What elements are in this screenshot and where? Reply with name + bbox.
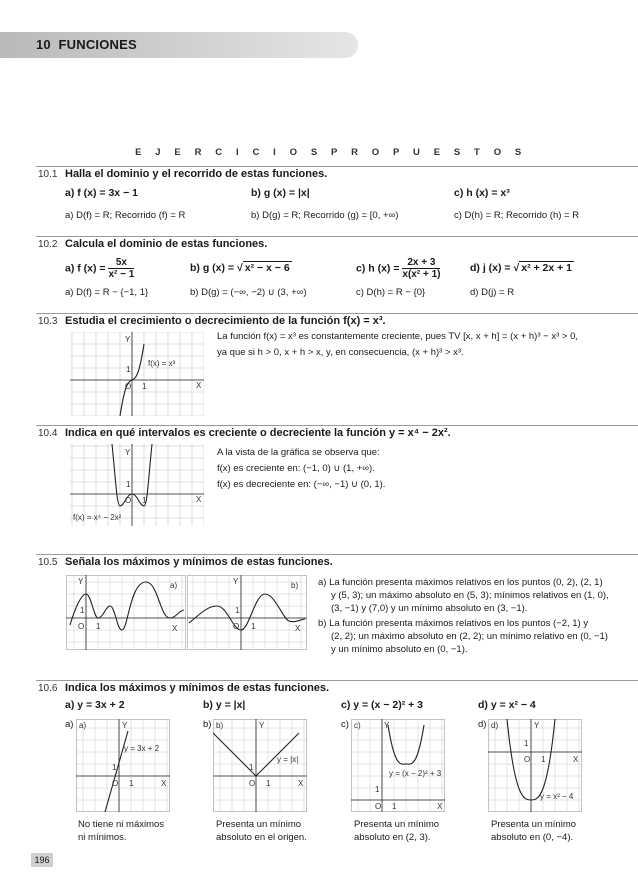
denominator: x² − 1 bbox=[108, 269, 135, 280]
y-axis-label: Y bbox=[233, 577, 239, 586]
fraction bbox=[402, 257, 440, 280]
origin-label: O bbox=[375, 802, 382, 811]
exercise-title: Indica los máximos y mínimos de estas funciones. bbox=[65, 682, 330, 694]
x-axis-label: X bbox=[196, 381, 202, 390]
x-axis-label: X bbox=[437, 802, 443, 811]
numerator: 5x bbox=[108, 257, 134, 269]
ex5-a-line2: y (5, 3); un máximo absoluto en (5, 3); mínimos relativos en (1, 0), bbox=[331, 590, 609, 601]
x-axis-label: X bbox=[161, 779, 167, 788]
divider bbox=[36, 166, 638, 167]
exercise-number: 10.4 bbox=[38, 428, 58, 439]
exercise-number: 10.1 bbox=[38, 169, 58, 180]
function-label: y = 3x + 2 bbox=[124, 744, 160, 753]
exercise-number: 10.2 bbox=[38, 239, 58, 250]
item-a: a) y = 3x + 2 bbox=[65, 699, 125, 711]
answer-a: a) D(f) = R − {−1, 1} bbox=[65, 287, 149, 298]
item-c bbox=[356, 257, 440, 280]
page-number: 196 bbox=[31, 853, 53, 867]
function-label: y = |x| bbox=[277, 755, 299, 764]
ex5-a-line3: (3, −1) y (7,0) y un mínimo absoluto en (3, −1). bbox=[331, 603, 528, 614]
graph-quartic bbox=[70, 444, 204, 526]
divider bbox=[36, 236, 638, 237]
ex3-text2: ya que si h > 0, x + h > x, y, en consecuencia, (x + h)³ > x³. bbox=[217, 347, 464, 358]
y-axis-label: Y bbox=[125, 448, 131, 457]
ex4-text2: f(x) es creciente en: (−1, 0) ∪ (1, +∞). bbox=[217, 463, 375, 474]
chapter-title: FUNCIONES bbox=[58, 37, 137, 52]
item-d: d) y = x² − 4 bbox=[478, 699, 536, 711]
graph-b bbox=[187, 575, 307, 650]
exercise-title: Indica en qué intervalos es creciente o decreciente la función y = x⁴ − 2x². bbox=[65, 427, 451, 439]
divider bbox=[36, 425, 638, 426]
graph-6c bbox=[351, 719, 445, 812]
letter-c: c) bbox=[341, 719, 349, 730]
denominator: x(x² + 1) bbox=[402, 269, 441, 280]
graph-tag: b) bbox=[216, 721, 224, 730]
x-tick-one: 1 bbox=[129, 779, 134, 788]
y-tick-one: 1 bbox=[126, 480, 131, 489]
item-d-prefix: d) j (x) = bbox=[470, 262, 511, 274]
sqrt-sign: √ bbox=[236, 262, 243, 274]
origin-label: O bbox=[112, 779, 119, 788]
ex6-answer-b-line1: Presenta un mínimo bbox=[216, 819, 302, 830]
graph-tag: b) bbox=[291, 581, 299, 590]
exercise-title: Halla el dominio y el recorrido de estas funciones. bbox=[65, 168, 328, 180]
item-c: c) h (x) = x³ bbox=[454, 187, 510, 199]
ex6-answer-c-line1: Presenta un mínimo bbox=[354, 819, 440, 830]
graph-tag: d) bbox=[491, 721, 499, 730]
ex5-b-line3: y un mínimo absoluto en (0, −1). bbox=[331, 644, 468, 655]
y-tick-one: 1 bbox=[249, 763, 254, 772]
y-axis-label: Y bbox=[78, 577, 84, 586]
origin-label: O bbox=[524, 755, 531, 764]
function-label: y = x² − 4 bbox=[540, 792, 574, 801]
item-a bbox=[65, 257, 134, 280]
ex5-b-line1: b) La función presenta máximos relativos en los puntos (−2, 1) y bbox=[318, 618, 589, 629]
x-axis-label: X bbox=[172, 624, 178, 633]
chapter-header bbox=[36, 37, 137, 52]
x-axis-label: X bbox=[295, 624, 301, 633]
origin-label: O bbox=[249, 779, 256, 788]
x-axis-label: X bbox=[196, 495, 202, 504]
ex5-b-line2: (2, 2); un máximo absoluto en (2, 2); un mínimo relativo en (0, −1) bbox=[331, 631, 608, 642]
x-tick-one: 1 bbox=[142, 382, 147, 391]
y-axis-label: Y bbox=[122, 721, 128, 730]
fraction bbox=[108, 257, 134, 280]
graph-a bbox=[66, 575, 186, 650]
y-tick-one: 1 bbox=[235, 606, 240, 615]
function-label: y = (x − 2)² + 3 bbox=[389, 769, 442, 778]
y-axis-label: Y bbox=[125, 335, 131, 344]
item-a-prefix: a) f (x) = bbox=[65, 262, 106, 275]
divider bbox=[36, 680, 638, 681]
letter-d: d) bbox=[478, 719, 487, 730]
ex6-answer-d-line2: absoluto en (0, −4). bbox=[491, 832, 574, 843]
x-tick-one: 1 bbox=[251, 622, 256, 631]
graph-6b bbox=[213, 719, 307, 812]
graph-6d bbox=[488, 719, 582, 812]
letter-a: a) bbox=[65, 719, 74, 730]
y-axis-label: Y bbox=[384, 721, 390, 730]
chapter-number: 10 bbox=[36, 37, 51, 52]
y-tick-one: 1 bbox=[80, 606, 85, 615]
item-c-prefix: c) h (x) = bbox=[356, 262, 400, 275]
answer-d: d) D(j) = R bbox=[470, 287, 515, 298]
divider bbox=[36, 313, 638, 314]
ex4-text3: f(x) es decreciente en: (−∞, −1) ∪ (0, 1). bbox=[217, 479, 386, 490]
ex4-text1: A la vista de la gráfica se observa que: bbox=[217, 447, 380, 458]
radicand: x² + 2x + 1 bbox=[521, 262, 573, 274]
x-tick-one: 1 bbox=[142, 496, 147, 505]
origin-label: O bbox=[125, 496, 132, 505]
item-a: a) f (x) = 3x − 1 bbox=[65, 187, 138, 199]
exercise-title: Estudia el crecimiento o decrecimiento de la función f(x) = x³. bbox=[65, 315, 386, 327]
answer-c: c) D(h) = R; Recorrido (h) = R bbox=[454, 210, 580, 221]
exercise-title: Calcula el dominio de estas funciones. bbox=[65, 238, 268, 250]
answer-b: b) D(g) = R; Recorrido (g) = [0, +∞) bbox=[251, 210, 399, 221]
radicand: x² − x − 6 bbox=[244, 262, 290, 274]
exercise-number: 10.6 bbox=[38, 683, 58, 694]
graph-cubic bbox=[70, 332, 204, 416]
exercise-title: Señala los máximos y mínimos de estas funciones. bbox=[65, 556, 333, 568]
answer-a: a) D(f) = R; Recorrido (f) = R bbox=[65, 210, 186, 221]
exercise-number: 10.5 bbox=[38, 557, 58, 568]
ex6-answer-c-line2: absoluto en (2, 3). bbox=[354, 832, 431, 843]
y-tick-one: 1 bbox=[375, 785, 380, 794]
origin-label: O bbox=[233, 622, 240, 631]
ex6-answer-b-line2: absoluto en el origen. bbox=[216, 832, 307, 843]
origin-label: O bbox=[125, 382, 132, 391]
ex3-text1: La función f(x) = x³ es constantemente creciente, pues TV [x, x + h] = (x + h)³ − x³ > 0, bbox=[217, 331, 578, 342]
function-label: f(x) = x⁴ − 2x² bbox=[73, 513, 122, 522]
item-b bbox=[190, 262, 292, 274]
section-title: E J E R C I C I O S P R O P U E S T O S bbox=[135, 147, 527, 158]
y-axis-label: Y bbox=[259, 721, 265, 730]
letter-b: b) bbox=[203, 719, 212, 730]
exercise-number: 10.3 bbox=[38, 316, 58, 327]
ex6-answer-d-line1: Presenta un mínimo bbox=[491, 819, 577, 830]
divider bbox=[36, 554, 638, 555]
answer-c: c) D(h) = R − {0} bbox=[356, 287, 426, 298]
origin-label: O bbox=[78, 622, 85, 631]
graph-tag: c) bbox=[354, 721, 361, 730]
item-b: b) y = |x| bbox=[203, 699, 246, 711]
x-tick-one: 1 bbox=[96, 622, 101, 631]
graph-tag: a) bbox=[170, 581, 178, 590]
item-b: b) g (x) = |x| bbox=[251, 187, 310, 199]
y-tick-one: 1 bbox=[126, 365, 131, 374]
x-tick-one: 1 bbox=[392, 802, 397, 811]
x-tick-one: 1 bbox=[541, 755, 546, 764]
answer-b: b) D(g) = (−∞, −2) ∪ (3, +∞) bbox=[190, 287, 307, 298]
ex6-answer-a-line1: No tiene ni máximos bbox=[78, 819, 165, 830]
function-label: f(x) = x³ bbox=[148, 359, 176, 368]
ex6-answer-a-line2: ni mínimos. bbox=[78, 832, 127, 843]
sqrt-sign: √ bbox=[513, 262, 520, 274]
graph-6a bbox=[76, 719, 170, 812]
item-d bbox=[470, 262, 574, 274]
item-c: c) y = (x − 2)² + 3 bbox=[341, 699, 424, 711]
numerator: 2x + 3 bbox=[402, 257, 440, 269]
y-tick-one: 1 bbox=[112, 763, 117, 772]
y-tick-one: 1 bbox=[524, 739, 529, 748]
ex5-a-line1: a) La función presenta máximos relativos en los puntos (0, 2), (2, 1) bbox=[318, 577, 603, 588]
item-b-prefix: b) g (x) = bbox=[190, 262, 235, 274]
graph-tag: a) bbox=[79, 721, 87, 730]
y-axis-label: Y bbox=[534, 721, 540, 730]
x-axis-label: X bbox=[298, 779, 304, 788]
x-tick-one: 1 bbox=[266, 779, 271, 788]
x-axis-label: X bbox=[573, 755, 579, 764]
